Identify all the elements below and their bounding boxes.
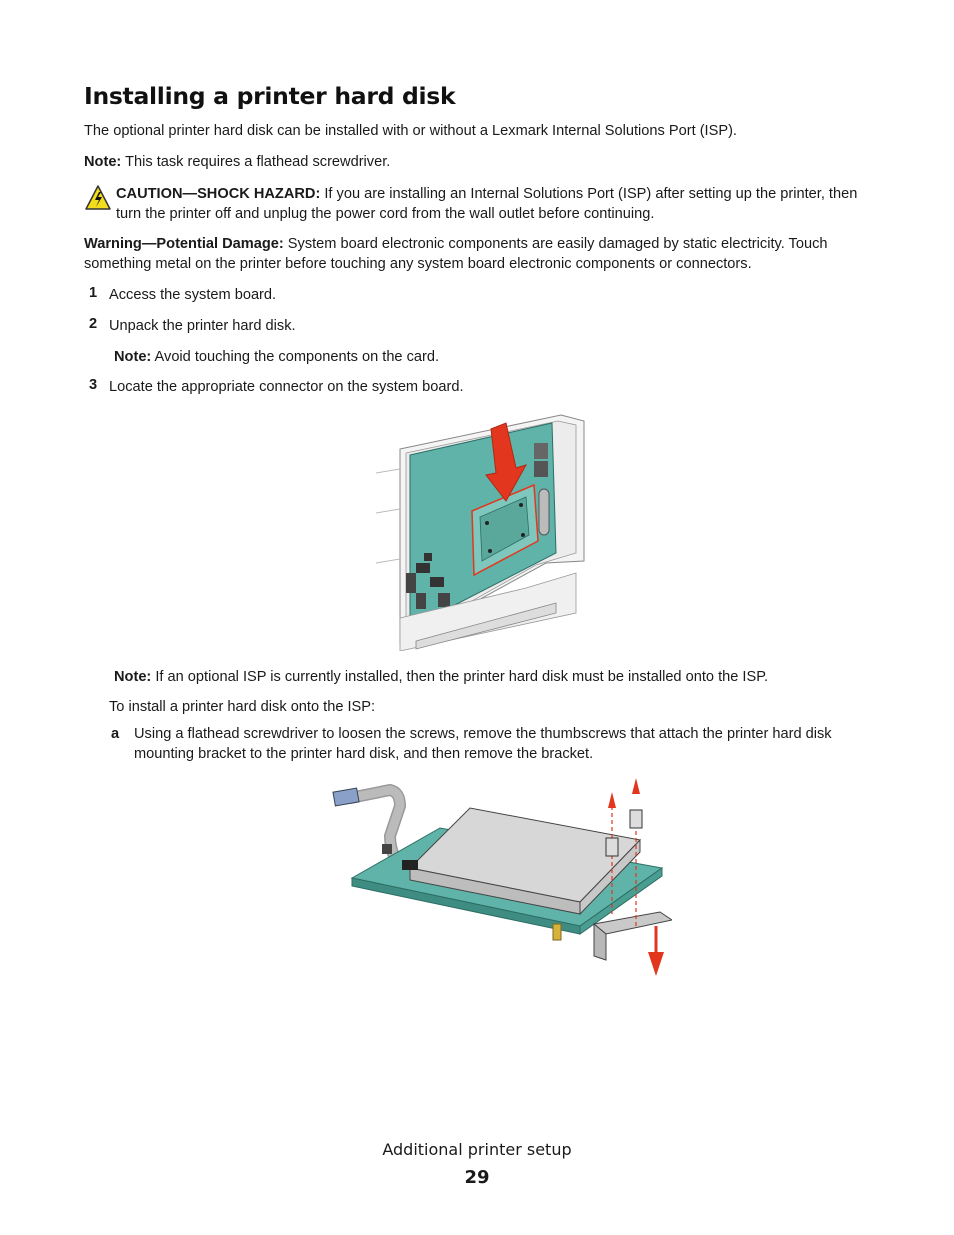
step-number: 3 <box>89 377 98 393</box>
caution-text: If you are installing an Internal Solutions Port (ISP) after setting up the printer, then turn the printer off and unplug the power cord from the wall outlet before continuing. <box>116 186 858 222</box>
intro-paragraph: The optional printer hard disk can be installed with or without a Lexmark Internal Solutions Port (ISP). <box>84 123 737 139</box>
system-board-illustration <box>376 413 600 651</box>
note-text: Avoid touching the components on the card. <box>151 349 440 365</box>
warning-triangle-icon <box>84 184 112 211</box>
isp-intro: To install a printer hard disk onto the ISP: <box>109 699 376 715</box>
hard-disk-illustration <box>330 776 672 990</box>
step-text: Access the system board. <box>109 287 277 303</box>
footer-section-title: Additional printer setup <box>382 1140 572 1159</box>
step-text: Unpack the printer hard disk. <box>109 318 296 334</box>
caution-label: CAUTION—SHOCK HAZARD: <box>116 186 321 202</box>
note-label: Note: <box>114 349 152 365</box>
substep-text: Using a flathead screwdriver to loosen the screws, remove the thumbscrews that attach the printer hard disk mounting bracket to the printer hard disk, and then remove the bracket. <box>134 726 832 762</box>
note-text: This task requires a flathead screwdriver. <box>121 154 391 170</box>
note-text: If an optional ISP is currently installed, then the printer hard disk must be installed onto the ISP. <box>151 669 769 685</box>
step-number: 2 <box>89 316 98 332</box>
step-text: Locate the appropriate connector on the system board. <box>109 379 464 395</box>
warning-text: System board electronic components are easily damaged by static electricity. Touch something metal on the printer before touching any system board electronic components or connectors. <box>84 236 828 272</box>
caution-paragraph <box>116 184 876 224</box>
warning-label: Warning—Potential Damage: <box>84 236 284 252</box>
note-screwdriver <box>84 152 879 172</box>
substep-letter: a <box>111 726 120 742</box>
note-label: Note: <box>114 669 152 685</box>
note-label: Note: <box>84 154 122 170</box>
note-avoid-touching <box>114 347 814 367</box>
page-title: Installing a printer hard disk <box>84 82 456 110</box>
warning-paragraph <box>84 234 884 274</box>
note-isp-installed <box>114 667 874 687</box>
step-number: 1 <box>89 285 98 301</box>
page-number: 29 <box>464 1167 490 1188</box>
